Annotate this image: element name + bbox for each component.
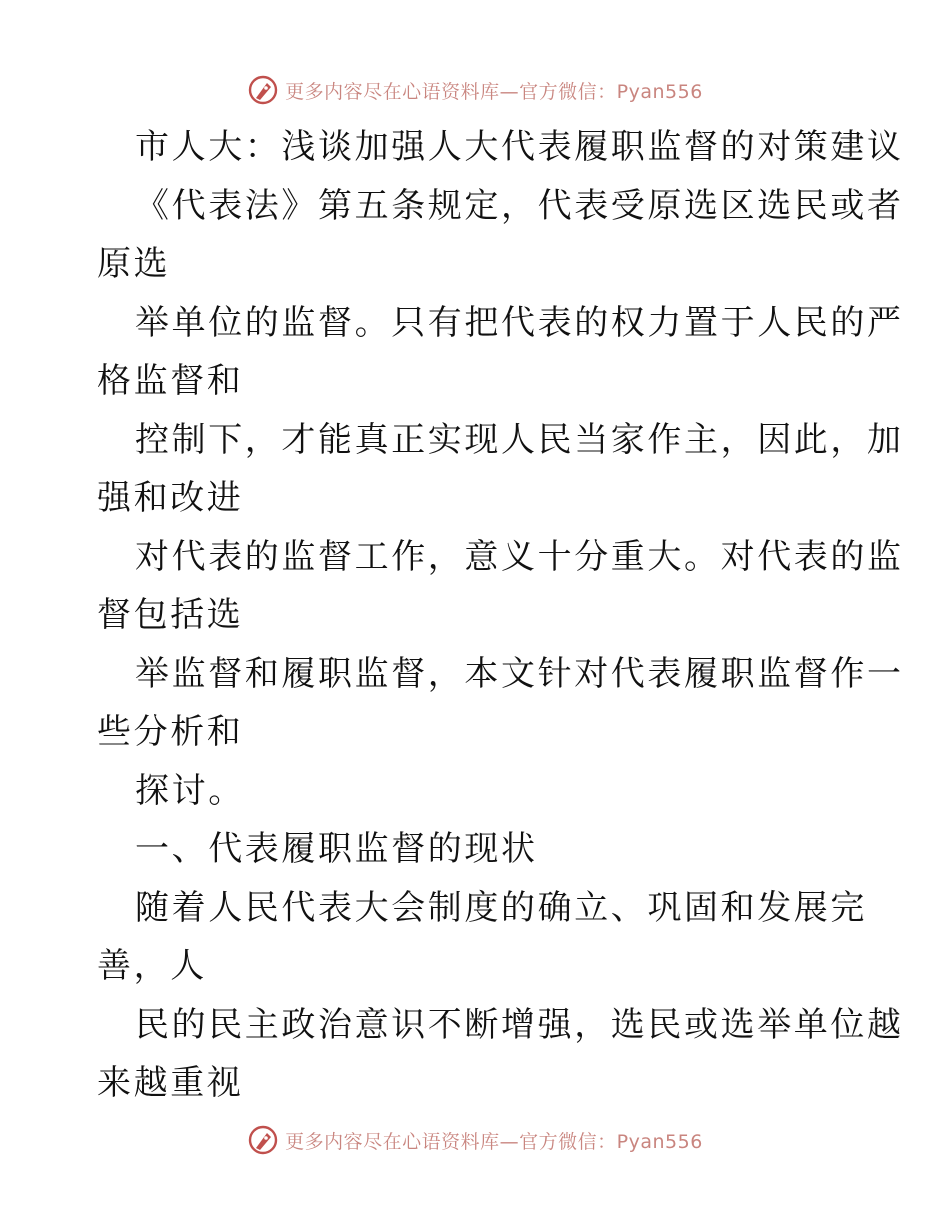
document-title: 市人大：浅谈加强人大代表履职监督的对策建议: [135, 127, 904, 167]
document-body: [97, 118, 904, 1113]
pen-nib-logo-icon: [247, 74, 279, 106]
header-watermark: [0, 70, 950, 110]
paragraph-line: 格监督和: [97, 361, 244, 401]
paragraph-line: 原选: [97, 244, 171, 284]
paragraph-line: 控制下，才能真正实现人民当家作主，因此，加: [135, 419, 904, 460]
paragraph-line: 民的民主政治意识不断增强，选民或选举单位越: [135, 1004, 904, 1045]
pen-nib-logo-icon: [247, 1124, 279, 1156]
footer-watermark: [0, 1120, 950, 1160]
paragraph-line: 举监督和履职监督，本文针对代表履职监督作一: [135, 653, 904, 694]
watermark-text: 更多内容尽在心语资料库—官方微信：Pyan556: [285, 1130, 703, 1153]
paragraph-line: 探讨。: [135, 770, 245, 811]
paragraph-line: 举单位的监督。只有把代表的权力置于人民的严: [135, 302, 904, 343]
paragraph-line: 《代表法》第五条规定，代表受原选区选民或者: [135, 185, 904, 226]
paragraph-line: 强和改进: [97, 478, 244, 518]
paragraph-line: 随着人民代表大会制度的确立、巩固和发展完: [135, 887, 867, 928]
paragraph-line: 些分析和: [97, 712, 244, 752]
paragraph-line: 善，人: [97, 946, 207, 986]
paragraph-line: 督包括选: [97, 595, 244, 635]
paragraph-line: 来越重视: [97, 1063, 244, 1103]
section-heading: 一、代表履职监督的现状: [135, 829, 538, 869]
watermark-text: 更多内容尽在心语资料库—官方微信：Pyan556: [285, 80, 703, 103]
paragraph-line: 对代表的监督工作，意义十分重大。对代表的监: [135, 536, 904, 577]
